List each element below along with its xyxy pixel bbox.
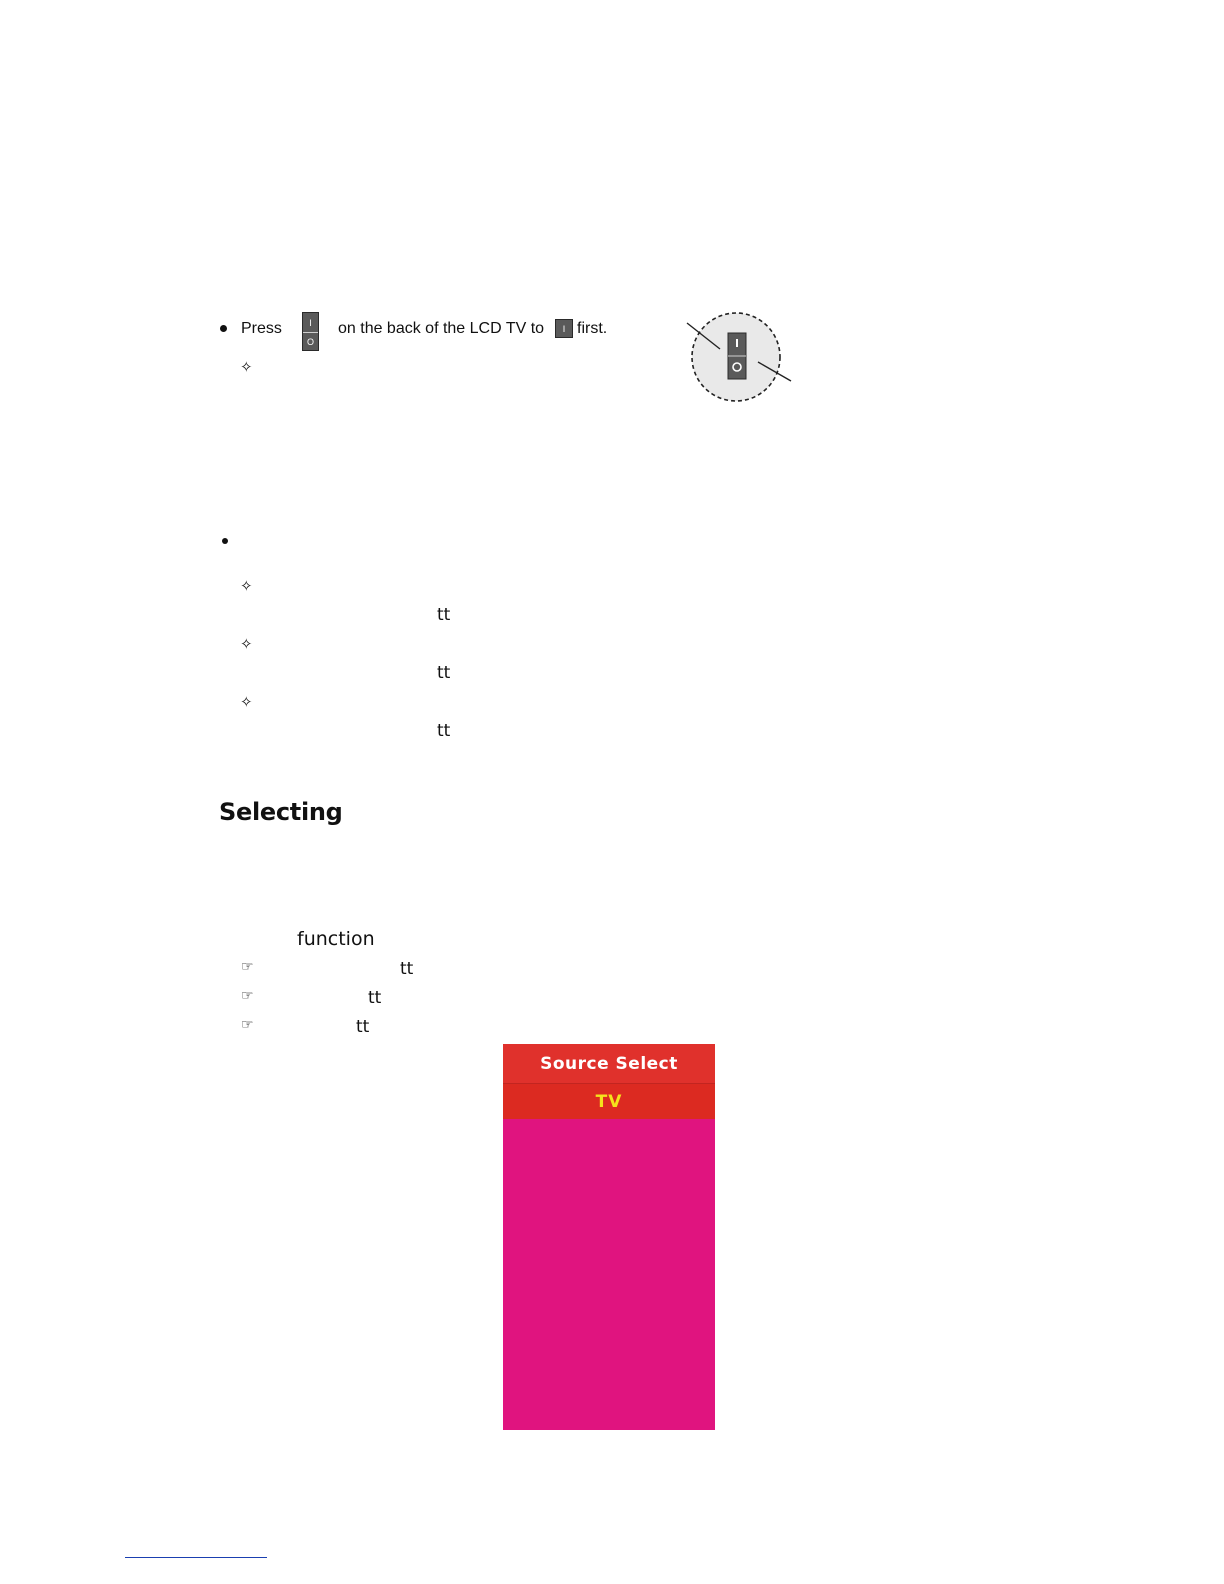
note-text-3: tt	[356, 1017, 370, 1037]
note-text-1: tt	[400, 959, 414, 979]
bullet-power-step	[220, 325, 227, 332]
sparkle-marker: ✧	[240, 358, 253, 376]
source-select-menu	[503, 1044, 715, 1430]
switch-off-glyph: O	[306, 337, 314, 347]
pointing-hand-icon: ☞	[241, 988, 254, 1004]
footnote-separator	[125, 1557, 267, 1558]
ligature-text-2: tt	[437, 663, 451, 683]
function-word: function	[297, 928, 375, 950]
note-text-2: tt	[368, 988, 382, 1008]
sparkle-marker-3: ✧	[240, 693, 253, 711]
pointing-hand-icon: ☞	[241, 959, 254, 975]
menu-title: Source Select	[503, 1044, 715, 1084]
bullet-second-step	[222, 538, 228, 544]
rocker-switch-icon	[302, 312, 319, 351]
switch-on-glyph: I	[309, 317, 312, 328]
ligature-text-1: tt	[437, 605, 451, 625]
pointing-hand-icon: ☞	[241, 1017, 254, 1033]
switch-on-position-icon	[555, 319, 573, 338]
back-of-tv-text: on the back of the LCD TV to	[338, 320, 545, 337]
power-switch-illustration	[680, 305, 800, 410]
sparkle-marker-2: ✧	[240, 635, 253, 653]
ligature-text-3: tt	[437, 721, 451, 741]
sparkle-marker-1: ✧	[240, 577, 253, 595]
press-label: Press	[241, 320, 282, 337]
switch-on-position-glyph: I	[562, 323, 566, 334]
section-heading: Selecting	[219, 798, 343, 826]
first-text: first.	[577, 320, 608, 337]
menu-item-selected[interactable]: TV	[503, 1084, 715, 1119]
